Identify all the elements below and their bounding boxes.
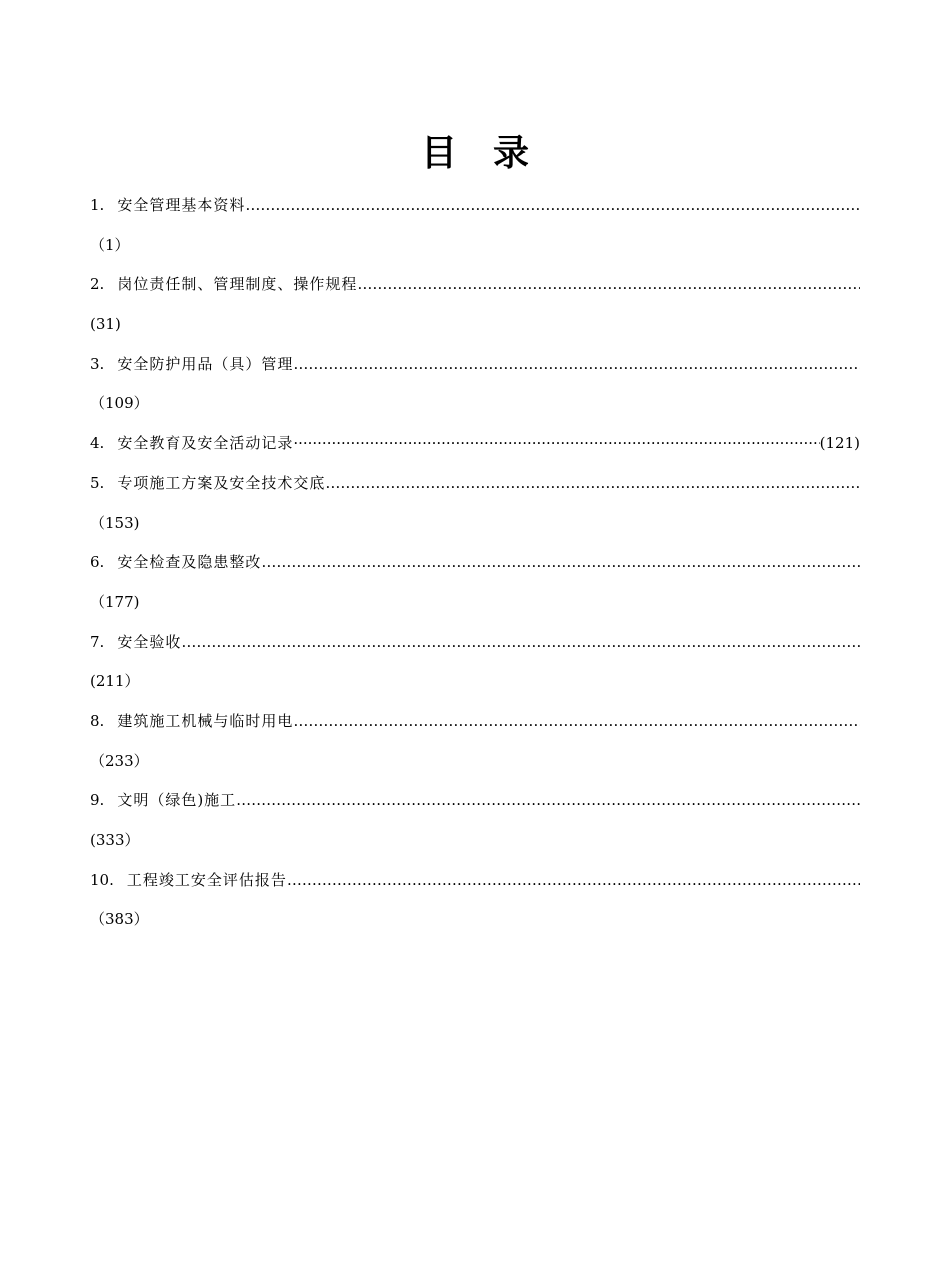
toc-entry-5 (90, 464, 860, 504)
toc-entry-number: 3. (90, 354, 105, 373)
toc-entry-page: (121) (819, 434, 860, 453)
toc-entry-page: （109） (90, 394, 149, 413)
toc-entry-2 (90, 265, 860, 305)
toc-dot-leader (236, 781, 860, 821)
toc-dot-leader (293, 702, 860, 742)
toc-entry-number: 9. (90, 791, 105, 810)
toc-entry-9 (90, 781, 860, 821)
toc-entry-label: 建筑施工机械与临时用电 (117, 711, 294, 730)
toc-entry-label: 安全防护用品（具）管理 (117, 354, 294, 373)
toc-dot-leader (287, 861, 860, 901)
toc-entry-label: 岗位责任制、管理制度、操作规程 (117, 275, 358, 294)
toc-dot-leader (245, 186, 860, 226)
toc-entry-number: 4. (90, 434, 105, 453)
toc-title: 目 录 (420, 132, 529, 174)
toc-list (90, 186, 860, 940)
toc-entry-number: 6. (90, 553, 105, 572)
toc-entry-3 (90, 345, 860, 385)
toc-entry-page: (211） (90, 672, 140, 691)
toc-entry-4 (90, 424, 860, 464)
toc-entry-page: （233） (90, 751, 149, 770)
toc-entry-1 (90, 186, 860, 226)
toc-dot-leader (181, 623, 860, 663)
toc-entry-number: 1. (90, 196, 105, 214)
toc-entry-number: 8. (90, 711, 105, 730)
toc-entry-label: 专项施工方案及安全技术交底 (117, 473, 326, 492)
toc-entry-6 (90, 543, 860, 583)
toc-entry-label: 安全验收 (117, 632, 182, 651)
toc-entry-page: (31) (90, 315, 121, 334)
toc-entry-number: 7. (90, 632, 105, 651)
toc-entry-number: 5. (90, 473, 105, 492)
toc-entry-8 (90, 702, 860, 742)
toc-entry-label: 文明（绿色)施工 (117, 791, 237, 810)
toc-entry-page: （383） (90, 910, 149, 929)
toc-entry-page: （177) (90, 592, 140, 611)
toc-dot-leader (293, 345, 860, 385)
toc-entry-page: (333） (90, 831, 140, 849)
toc-entry-number: 10. (90, 870, 114, 889)
toc-entry-label: 安全检查及隐患整改 (117, 553, 262, 572)
toc-dot-leader (325, 464, 860, 504)
toc-entry-label: 安全教育及安全活动记录 (117, 434, 294, 453)
toc-entry-page: （1） (90, 235, 130, 254)
toc-dot-leader (261, 543, 860, 583)
toc-dot-leader (293, 424, 819, 464)
toc-entry-number: 2. (90, 275, 105, 294)
toc-entry-page: （153) (90, 513, 140, 532)
toc-dot-leader (357, 265, 860, 305)
toc-entry-10 (90, 861, 860, 901)
toc-entry-label: 工程竣工安全评估报告 (126, 870, 287, 889)
toc-entry-7 (90, 623, 860, 663)
toc-entry-label: 安全管理基本资料 (117, 196, 246, 214)
